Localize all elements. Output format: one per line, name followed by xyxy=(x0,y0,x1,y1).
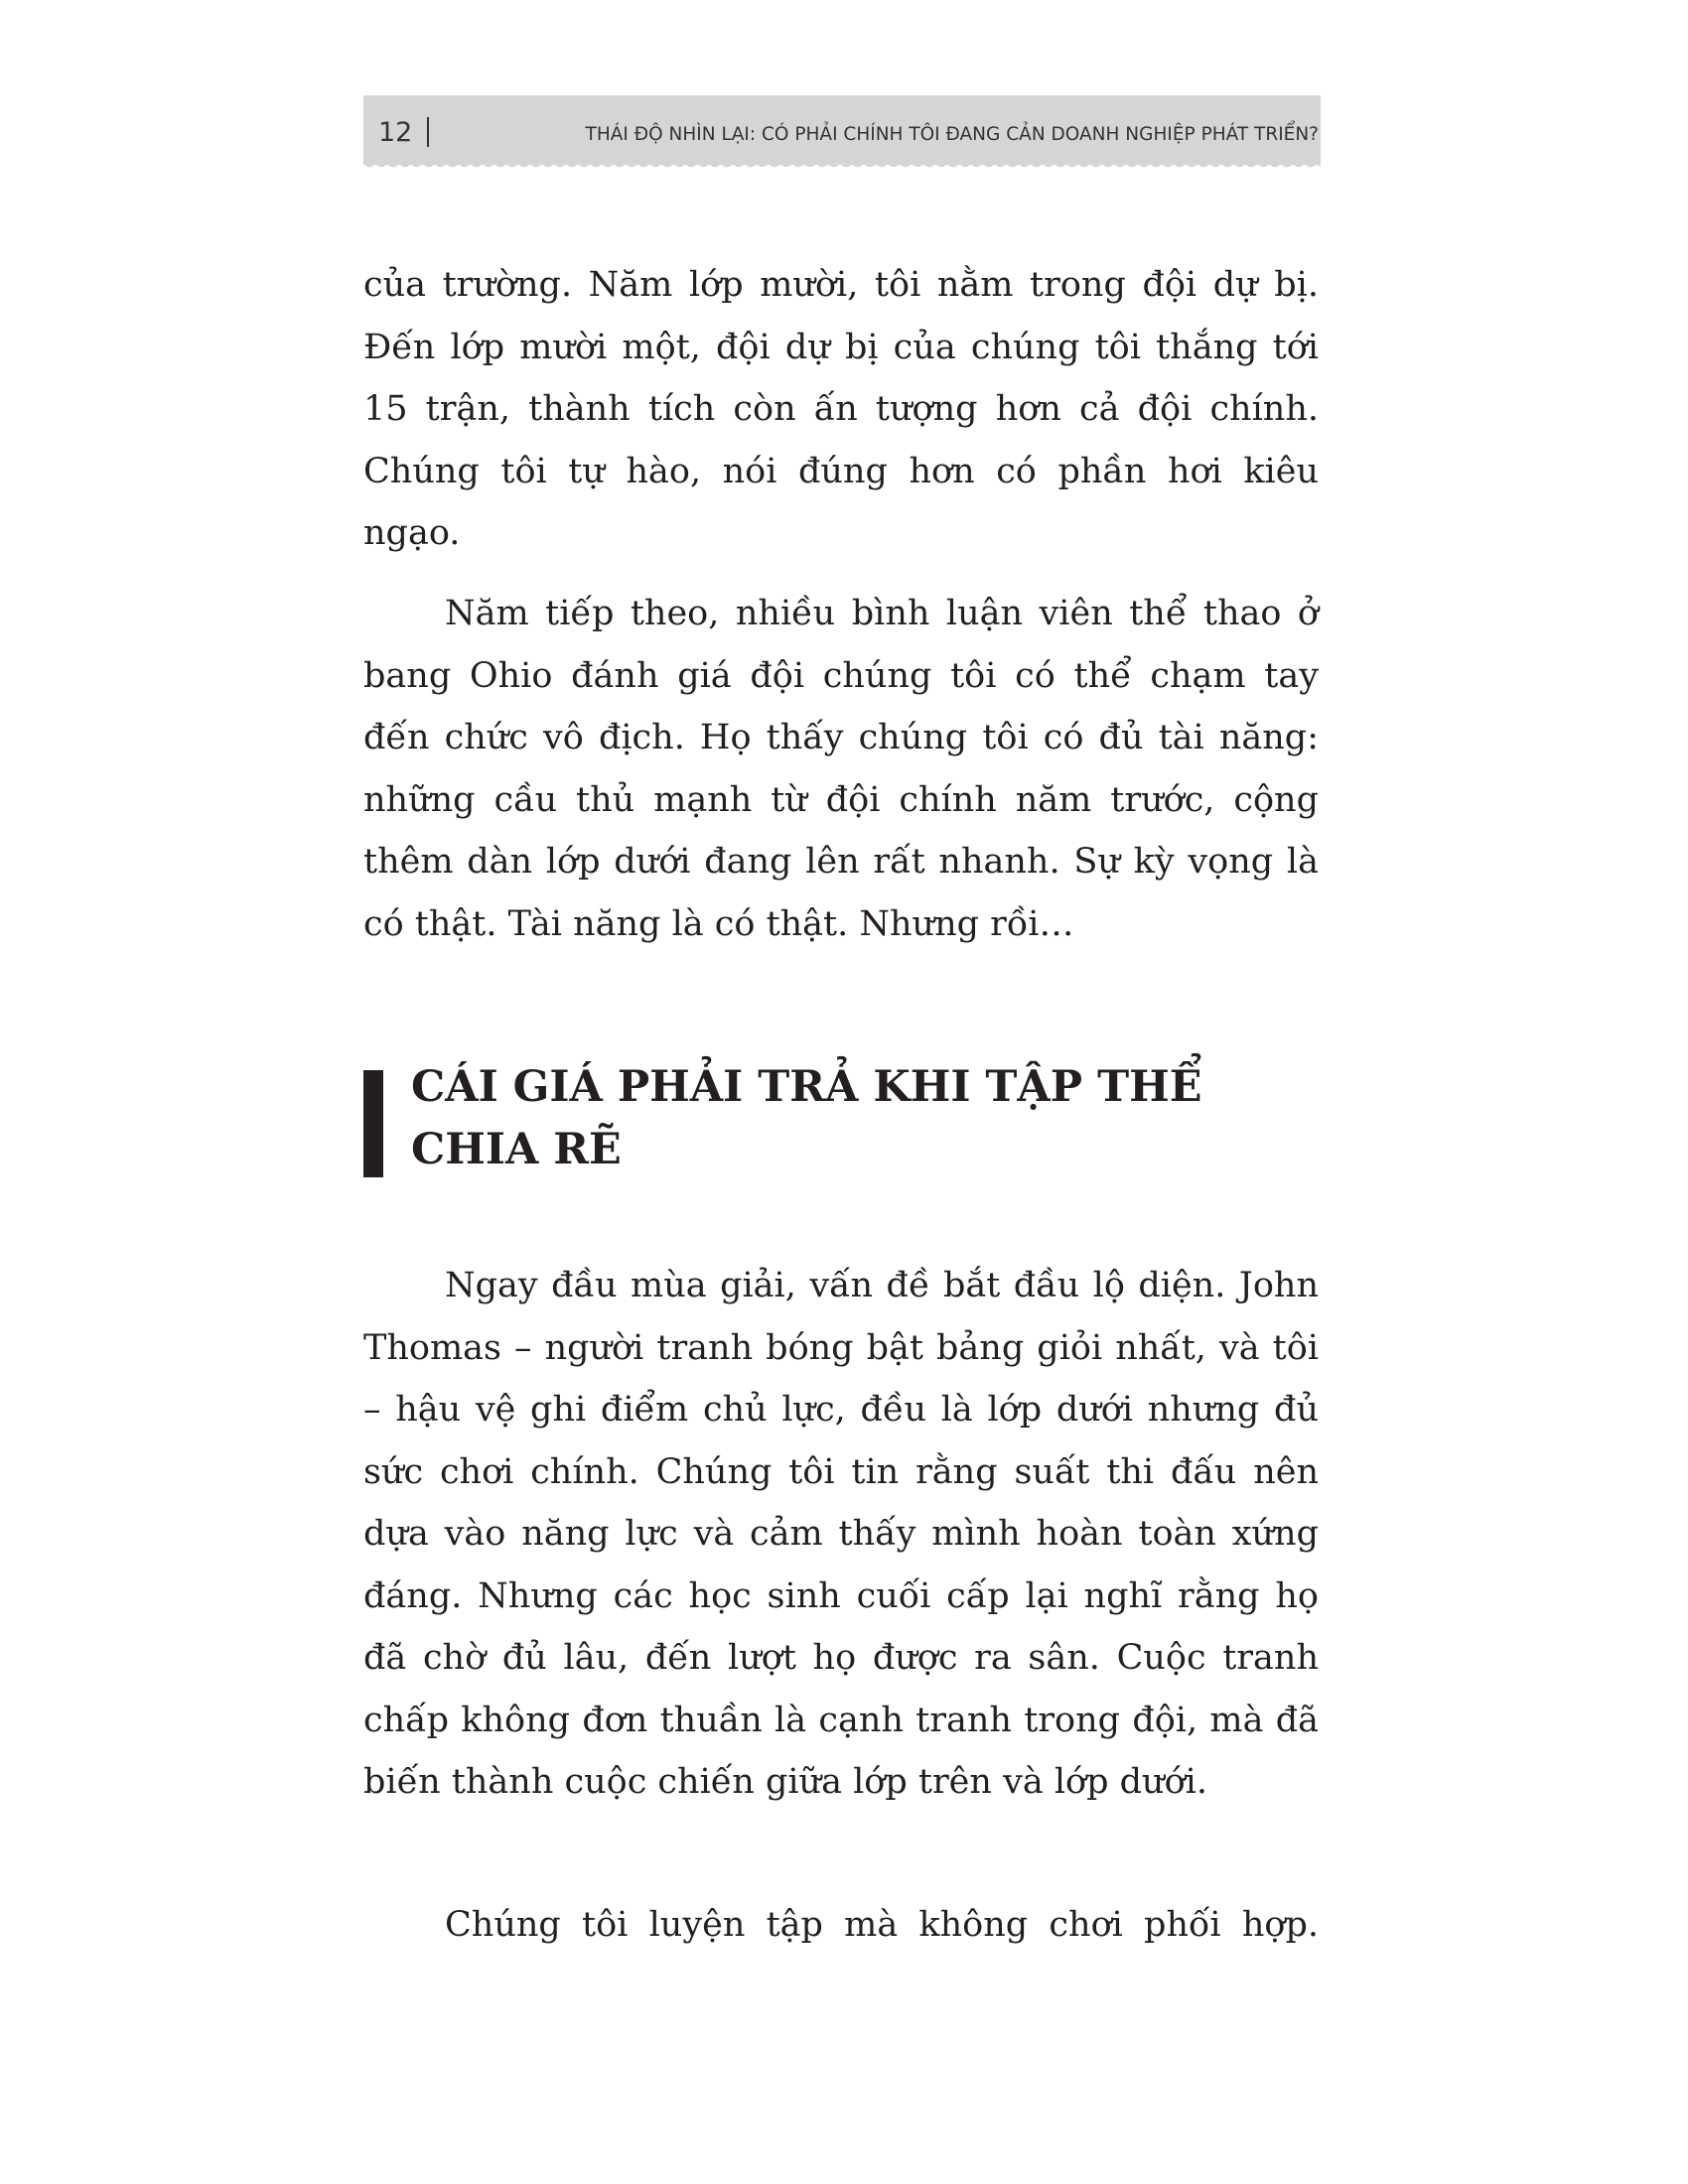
running-title: THÁI ĐỘ NHÌN LẠI: CÓ PHẢI CHÍNH TÔI ĐANG CẢN DOANH NGHIỆP PHÁT TRIỂN? xyxy=(585,124,1319,145)
paragraph-1: của trường. Năm lớp mười, tôi nằm trong đội dự bị. Đến lớp mười một, đội dự bị của chúng tôi thắng tới 15 trận, thành tích còn ấn tượng hơn cả đội chính. Chúng tôi tự hào, nói đúng hơn có phần hơi kiêu ngạo. xyxy=(363,265,1319,553)
page-number: 12 xyxy=(378,117,413,148)
section-heading-bar xyxy=(363,1070,383,1177)
paragraph-4: Chúng tôi luyện tập mà không chơi phối hợp. xyxy=(445,1905,1319,1945)
section-heading: CÁI GIÁ PHẢI TRẢ KHI TẬP THỂ CHIA RẼ xyxy=(411,1062,1202,1174)
paragraph-3: Ngay đầu mùa giải, vấn đề bắt đầu lộ diện. John Thomas – người tranh bóng bật bảng giỏi nhất, và tôi – hậu vệ ghi điểm chủ lực, đều là lớp dưới nhưng đủ sức chơi chính. Chúng tôi tin rằng suất thi đấu nên dựa vào năng lực và cảm thấy mình hoàn toàn xứng đáng. Nhưng các học sinh cuối cấp lại nghĩ rằng họ đã chờ đủ lâu, đến lượt họ được ra sân. Cuộc tranh chấp không đơn thuần là cạnh tranh trong đội, mà đã biến thành cuộc chiến giữa lớp trên và lớp dưới. xyxy=(363,1266,1319,1802)
paragraph-2: Năm tiếp theo, nhiều bình luận viên thể thao ở bang Ohio đánh giá đội chúng tôi có thể chạm tay đến chức vô địch. Họ thấy chúng tôi có đủ tài năng: những cầu thủ mạnh từ đội chính năm trước, cộng thêm dàn lớp dưới đang lên rất nhanh. Sự kỳ vọng là có thật. Tài năng là có thật. Nhưng rồi… xyxy=(363,594,1319,944)
header-divider xyxy=(427,117,429,147)
